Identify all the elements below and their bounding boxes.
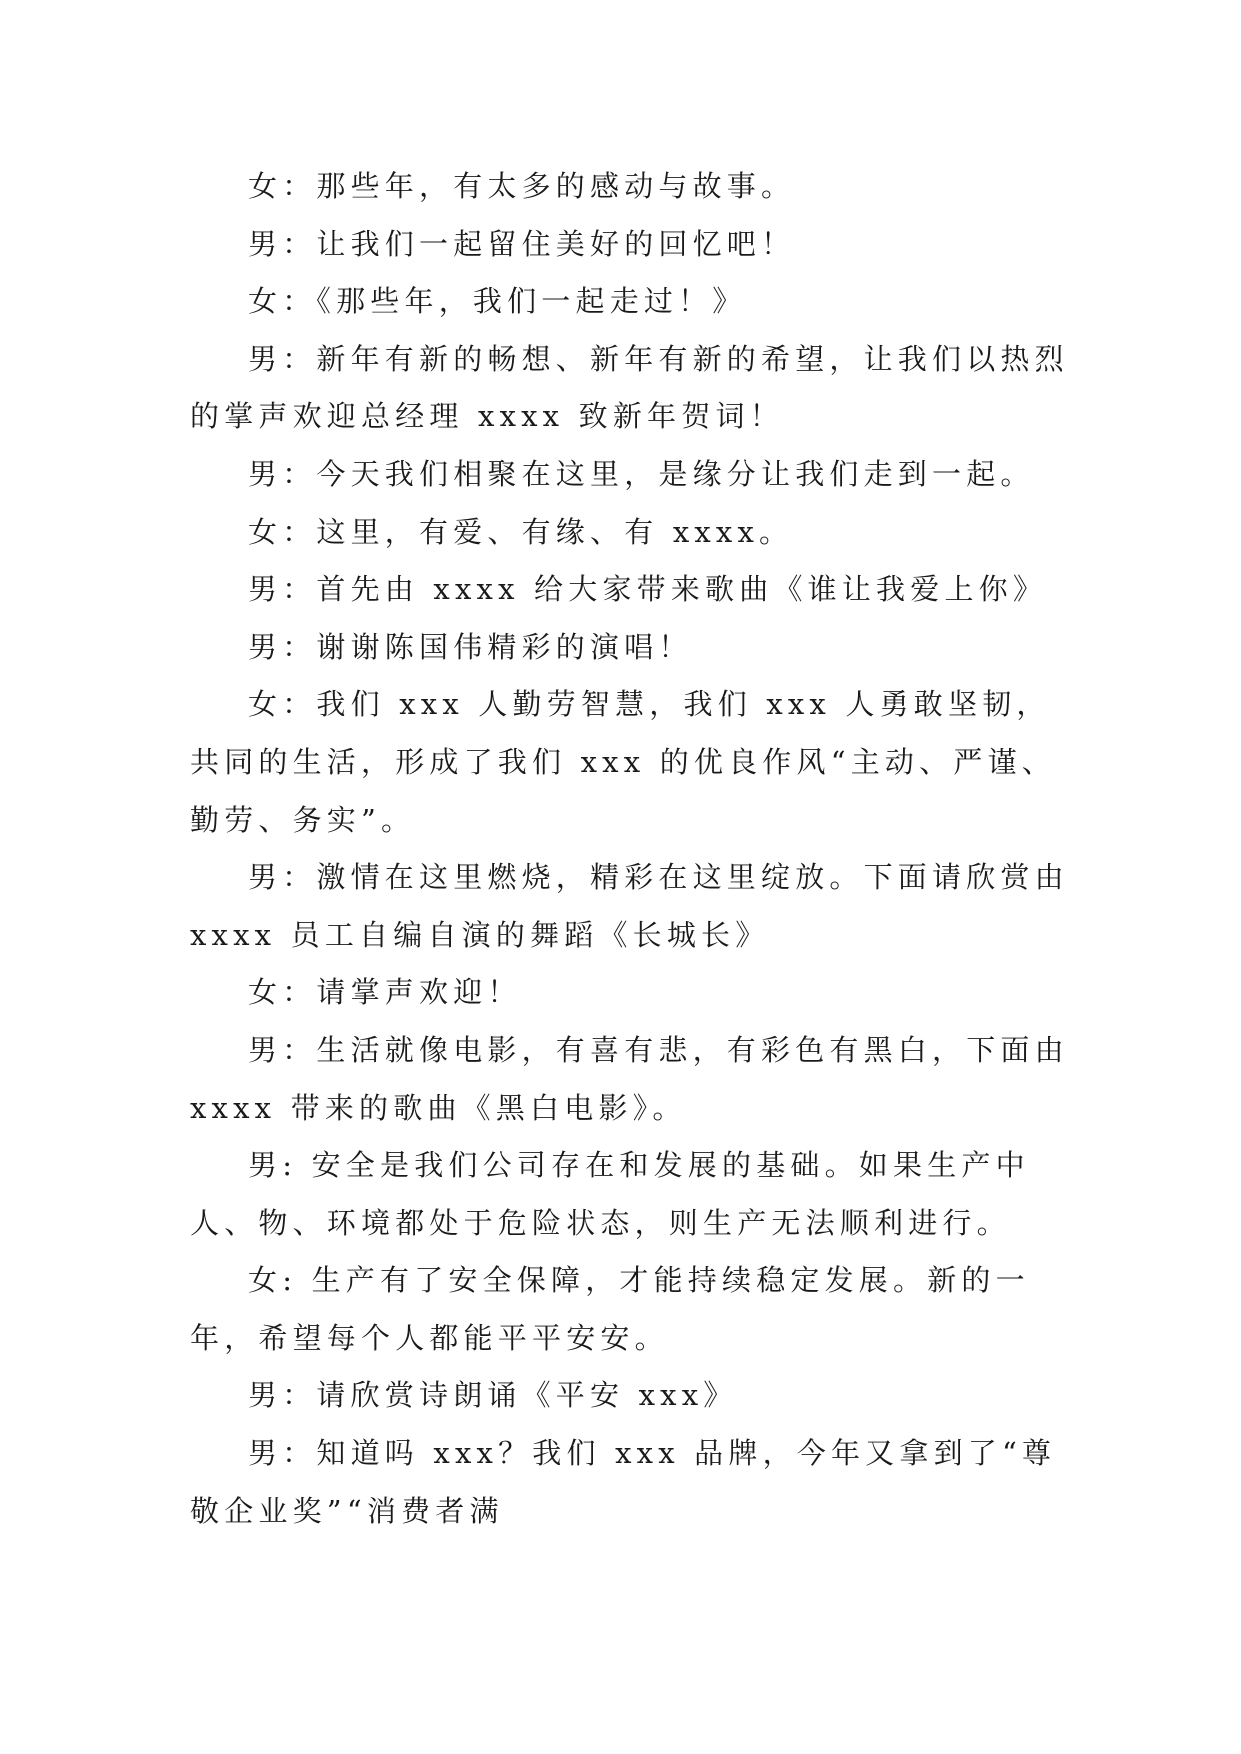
paragraph: 男：新年有新的畅想、新年有新的希望，让我们以热烈的掌声欢迎总经理 xxxx 致新年贺词！: [190, 341, 1069, 434]
paragraph: 男：知道吗 xxx？我们 xxx 品牌，今年又拿到了“尊敬企业奖”“消费者满: [190, 1436, 1057, 1528]
document-body: [190, 158, 1070, 1540]
paragraph: 女: 生产有了安全保障，才能持续稳定发展。新的一年，希望每个人都能平平安安。: [190, 1263, 1030, 1355]
paragraph: 男：首先由 xxxx 给大家带来歌曲《谁让我爱上你》: [248, 572, 1048, 607]
paragraph: 男：激情在这里燃烧，精彩在这里绽放。下面请欣赏由 xxxx 员工自编自演的舞蹈《长城长》: [190, 860, 1069, 952]
paragraph: 男：谢谢陈国伟精彩的演唱！: [248, 629, 693, 664]
paragraph: 男: 安全是我们公司存在和发展的基础。如果生产中人、物、环境都处于危险状态，则生产无法顺利进行。: [190, 1148, 1030, 1240]
paragraph: 男：请欣赏诗朗诵《平安 xxx》: [248, 1378, 738, 1413]
paragraph: 女：《那些年，我们一起走过！》: [248, 284, 747, 319]
paragraph: 男：生活就像电影，有喜有悲，有彩色有黑白，下面由 xxxx 带来的歌曲《黑白电影》。: [190, 1032, 1069, 1125]
paragraph: 女：请掌声欢迎！: [248, 975, 522, 1010]
paragraph: 男：今天我们相聚在这里，是缘分让我们走到一起。: [248, 456, 1035, 491]
paragraph: 女：那些年，有太多的感动与故事。: [248, 169, 796, 203]
paragraph: 男：让我们一起留住美好的回忆吧！: [248, 226, 796, 261]
paragraph: 女：这里，有爱、有缘、有 xxxx。: [248, 514, 794, 549]
paragraph: 女：我们 xxx 人勤劳智慧，我们 xxx 人勇敢坚韧，共同的生活，形成了我们 xxx 的优良作风“主动、严谨、勤劳、务实”。: [190, 687, 1056, 837]
